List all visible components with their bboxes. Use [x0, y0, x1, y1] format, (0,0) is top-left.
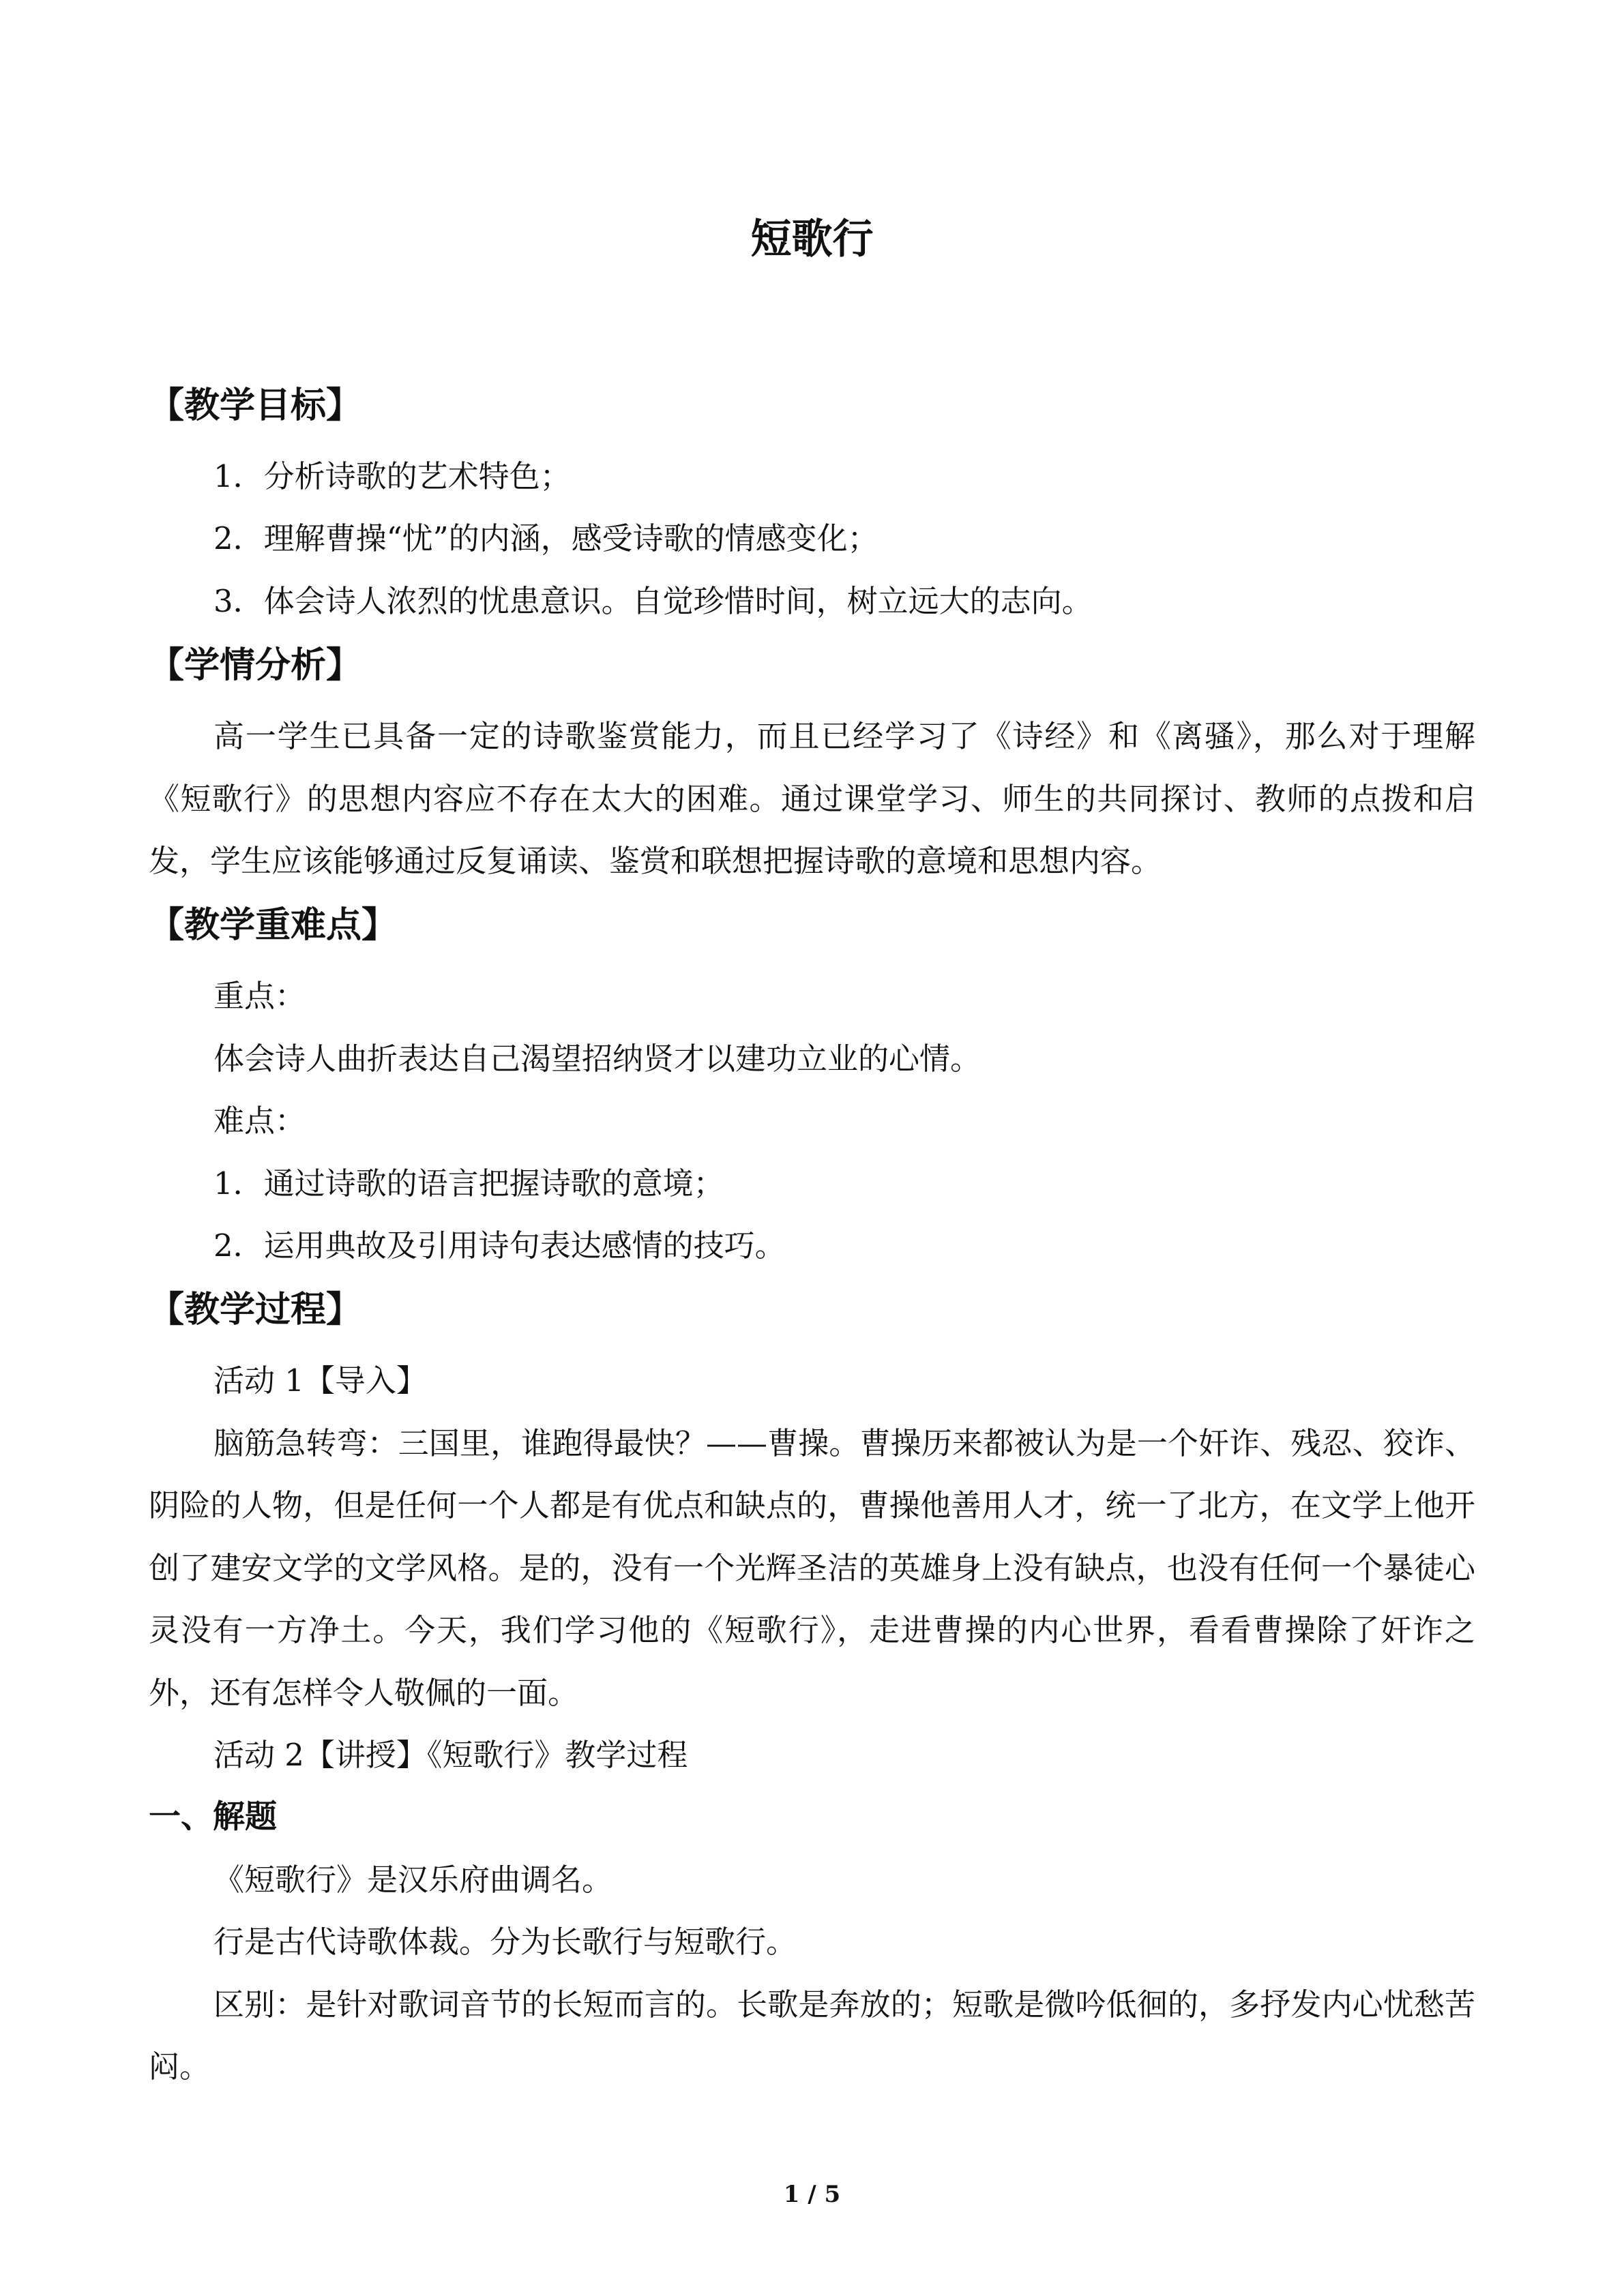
analysis-paragraph: 高一学生已具备一定的诗歌鉴赏能力，而且已经学习了《诗经》和《离骚》，那么对于理解《短歌行》的思想内容应不存在太大的困难。通过课堂学习、师生的共同探讨、教师的点拨和启发，学生应该能够通过反复诵读、鉴赏和联想把握诗歌的意境和思想内容。 [149, 718, 1475, 880]
activity-2-label: 活动 2【讲授】《短歌行》教学过程 [213, 1736, 688, 1773]
section-heading: 【教学过程】 [149, 1289, 362, 1331]
subsection-difference: 区别：是针对歌词音节的长短而言的。长歌是奔放的；短歌是微吟低徊的，多抒发内心忧愁苦闷。 [149, 1986, 1475, 2085]
document-body [149, 382, 1475, 2098]
section-key-difficult-points [149, 901, 1475, 1277]
activity-1-label: 活动 1【导入】 [213, 1362, 427, 1399]
section-teaching-process [149, 1286, 1475, 2098]
goal-item: 3．体会诗人浓烈的忧患意识。自觉珍惜时间，树立远大的志向。 [213, 582, 1093, 619]
subsection-line: 《短歌行》是汉乐府曲调名。 [213, 1861, 613, 1898]
document-title: 短歌行 [750, 215, 874, 263]
section-heading: 【教学目标】 [149, 385, 362, 426]
difficult-point-item: 2．运用典故及引用诗句表达感情的技巧。 [213, 1227, 786, 1264]
key-point-text: 体会诗人曲折表达自己渴望招纳贤才以建功立业的心情。 [213, 1040, 981, 1077]
activity-1-text: 脑筋急转弯：三国里，谁跑得最快？——曹操。曹操历来都被认为是一个奸诈、残忍、狡诈、阴险的人物，但是任何一个人都是有优点和缺点的，曹操他善用人才，统一了北方，在文学上他开创了建安文学的文学风格。是的，没有一个光辉圣洁的英雄身上没有缺点，也没有任何一个暴徒心灵没有一方净土。今天，我们学习他的《短歌行》，走进曹操的内心世界，看看曹操除了奸诈之外，还有怎样令人敬佩的一面。 [149, 1425, 1475, 1711]
section-heading: 【学情分析】 [149, 645, 362, 687]
subsection-line: 行是古代诗歌体裁。分为长歌行与短歌行。 [213, 1924, 797, 1960]
goal-item: 1．分析诗歌的艺术特色； [213, 458, 571, 494]
section-heading: 【教学重难点】 [149, 905, 398, 946]
page-number: 1 / 5 [783, 2181, 841, 2208]
key-point-label: 重点： [213, 978, 306, 1015]
difficult-point-item: 1．通过诗歌的语言把握诗歌的意境； [213, 1165, 724, 1202]
section-teaching-goals [149, 382, 1475, 632]
goal-item: 2．理解曹操“忧”的内涵，感受诗歌的情感变化； [213, 520, 879, 557]
subsection-title: 一、解题 [149, 1798, 277, 1836]
section-student-analysis [149, 642, 1475, 892]
difficult-point-label: 难点： [213, 1103, 306, 1139]
